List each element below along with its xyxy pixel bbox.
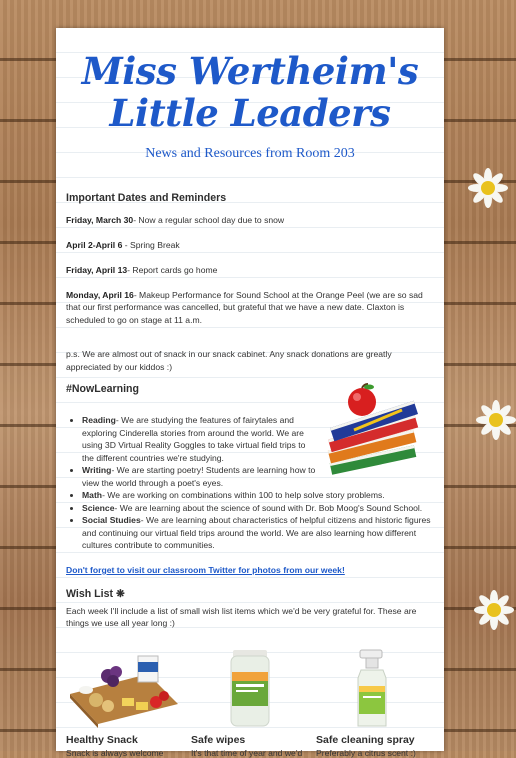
daisy-decoration [476, 400, 516, 440]
wishlist-item-desc: Snack is always welcome [66, 748, 164, 758]
wishlist-intro: Each week I'll include a list of small wish list items which we'd be very grateful for. These are things we use all year long :) [66, 605, 417, 628]
daisy-decoration [474, 590, 514, 630]
twitter-link[interactable]: Don't forget to visit our classroom Twitter for photos from our week! [66, 565, 345, 575]
date-item: Friday, March 30- Now a regular school day due to snow [66, 214, 285, 225]
list-item: • Math- We are working on combinations within 100 to help solve story problems. [82, 489, 434, 502]
date-item: Friday, April 13- Report cards go home [66, 264, 218, 275]
list-item: • Writing- We are starting poetry! Students are learning how to view the world through a poet's eyes. [82, 464, 316, 489]
wishlist-item-title: Healthy Snack [66, 734, 138, 746]
snack-note: p.s. We are almost out of snack in our snack cabinet. Any snack donations are greatly appreciated by our kiddos :) [66, 349, 392, 372]
learning-heading: #NowLearning [66, 383, 139, 395]
wishlist-heading: Wish List ❋ [66, 588, 125, 600]
sparkle-icon: ❋ [115, 588, 125, 600]
snack-board-image [66, 648, 181, 728]
list-item: • Science- We are learning about the science of sound with Dr. Bob Moog's Sound School. [82, 502, 434, 515]
wishlist-item-title: Safe cleaning spray [316, 734, 415, 746]
daisy-decoration [468, 168, 508, 208]
wishlist-item-desc: Preferably a citrus scent :) [316, 748, 416, 758]
newsletter-card [56, 28, 444, 758]
wishlist-section [66, 588, 434, 630]
list-item: • Social Studies- We are learning about characteristics of helpful citizens and historic figures and continuing our virtual field trips around the world. We are also learning how different cultures contribute to communities. [82, 514, 434, 552]
wishlist-item-title: Safe wipes [191, 734, 246, 746]
list-item: • Reading- We are studying the features of fairytales and exploring Cinderella stories from around the world. We are using 3D Virtual Reality Goggles to take virtual field trips to the different countries we're studying. [82, 414, 316, 464]
dates-section [66, 192, 434, 339]
wipes-image [191, 648, 306, 728]
learning-list [66, 414, 434, 552]
twitter-row [66, 564, 434, 577]
date-item: April 2-April 6 - Spring Break [66, 239, 180, 250]
wishlist-items [66, 648, 436, 758]
page-subtitle: News and Resources from Room 203 [145, 146, 355, 161]
wishlist-item-desc: It's that time of year and we'd [191, 748, 303, 758]
title-line-1: Miss Wertheim's [81, 49, 419, 93]
title-line-2: Little Leaders [109, 91, 391, 135]
dates-heading: Important Dates and Reminders [66, 192, 227, 204]
date-item: Monday, April 16- Makeup Performance for Sound School at the Orange Peel (we are so sad that our first performance was cancelled, but grateful that we have a new date. Claxton is scheduled to go on stage at 11 a.m. [66, 289, 423, 325]
page-title [56, 50, 444, 134]
spray-bottle-image [316, 648, 431, 728]
